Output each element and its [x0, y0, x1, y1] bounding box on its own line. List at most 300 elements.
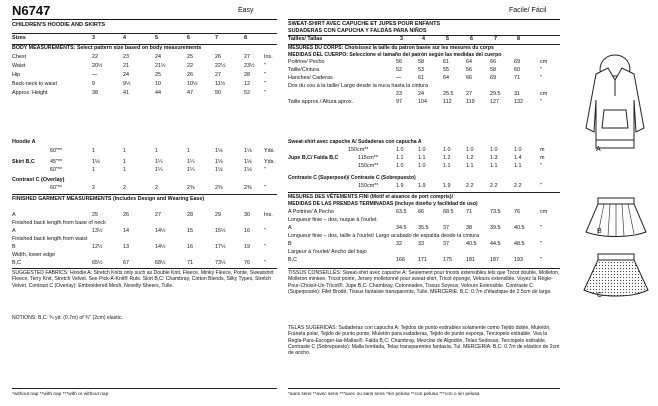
measurement-row: [288, 226, 560, 233]
row-label: 115cm**: [358, 155, 378, 161]
row-value: 64: [443, 75, 449, 81]
size-4: 4: [123, 35, 126, 41]
rule: [12, 388, 277, 389]
measurement-row: [12, 237, 284, 244]
row-label: 150cm**: [358, 183, 379, 189]
row-value: 132: [514, 99, 523, 105]
row-value: 1.0: [514, 147, 522, 153]
row-value: 1¼: [155, 159, 163, 165]
row-value: 34.5: [396, 225, 407, 231]
row-value: 187: [490, 257, 499, 263]
row-value: 1¼: [187, 167, 195, 173]
row-value: 2⅜: [244, 185, 252, 191]
row-value: 50: [215, 90, 221, 96]
row-value: 15: [187, 228, 193, 234]
row-value: 1⅛: [92, 159, 100, 165]
row-value: 2.2: [490, 183, 498, 189]
difficulty-level-fr-es: Facile/ Fácil: [509, 7, 547, 14]
measurement-row: [12, 73, 284, 80]
row-value: 24: [123, 72, 129, 78]
row-unit: ": [540, 257, 542, 263]
size-5: 5: [446, 36, 449, 42]
title-fr: SWEAT-SHIRT AVEC CAPUCHE ET JUPES POUR ENFANTS: [288, 21, 441, 27]
size-4: 4: [422, 36, 425, 42]
row-value: 2: [123, 185, 126, 191]
row-label: Taille approx./ Altura aprox.: [288, 99, 354, 105]
measurement-row: [12, 168, 284, 175]
row-value: 119: [466, 99, 475, 105]
size-3: 3: [400, 36, 403, 42]
row-value: 21: [123, 63, 129, 69]
row-value: 76: [514, 209, 520, 215]
row-value: 76: [244, 260, 250, 266]
row-value: 1.1: [418, 155, 426, 161]
skirt-c-drawing: [580, 252, 652, 302]
title-en: CHILDREN'S HOODIE AND SKIRTS: [12, 22, 106, 28]
row-value: 1⅛: [244, 148, 252, 154]
header-rule-right: [288, 19, 560, 20]
view-label-b: B: [597, 228, 602, 235]
row-value: 1.1: [396, 155, 404, 161]
row-value: 1.0: [396, 163, 404, 169]
row-unit: Ins.: [264, 212, 273, 218]
row-label: 150cm**: [358, 163, 379, 169]
row-unit: ": [264, 185, 266, 191]
row-value: 175: [443, 257, 452, 263]
row-value: 171: [418, 257, 427, 263]
row-value: 1.1: [514, 163, 522, 169]
row-unit: ": [264, 260, 266, 266]
row-label: A: [12, 228, 16, 234]
row-unit: ": [264, 244, 266, 250]
row-value: 10: [155, 81, 161, 87]
row-value: 68.5: [443, 209, 454, 215]
row-label: A: [12, 212, 16, 218]
row-value: 14½: [155, 228, 166, 234]
row-value: 25: [187, 54, 193, 60]
row-label: A: [288, 225, 292, 231]
row-value: 1.0: [396, 147, 404, 153]
row-value: 127: [490, 99, 499, 105]
row-value: —: [92, 72, 98, 78]
row-value: 1.0: [443, 147, 451, 153]
row-value: 1.0: [418, 147, 426, 153]
row-unit: cm: [540, 209, 548, 215]
row-unit: m: [540, 147, 545, 153]
finished-heading-es: MEDIDAS DE LAS PRENDAS TERMINADAS (Incluye diseño y facilidad de uso): [288, 201, 478, 207]
row-value: 1.2: [466, 155, 474, 161]
size-8: 8: [517, 36, 520, 42]
row-value: 1.1: [443, 163, 451, 169]
row-value: 33: [418, 241, 424, 247]
row-unit: ": [540, 241, 542, 247]
measurement-row: [12, 261, 284, 268]
row-value: 58: [418, 59, 424, 65]
row-value: 23: [396, 91, 402, 97]
row-value: 1⅛: [244, 159, 252, 165]
row-label: Back-neck to waist: [12, 81, 57, 87]
skirt-b-drawing: [580, 196, 652, 242]
row-value: 1: [123, 159, 126, 165]
row-value: 31: [514, 91, 520, 97]
row-value: 38: [92, 90, 98, 96]
measurement-row: [12, 229, 284, 236]
measurement-row: [12, 221, 284, 228]
measurement-row: [12, 253, 284, 260]
row-value: 21½: [155, 63, 166, 69]
row-unit: ": [264, 90, 266, 96]
row-value: 1¼: [187, 159, 195, 165]
row-value: 1.0: [418, 163, 426, 169]
measurement-row: [288, 250, 560, 257]
suggested-fabrics-es: TELAS SUGERIDAS: Sudaderas con capucha A: Tejidos de punto estirables solamente como Tejido doble, Muletón, Franela polar, Tejido de punto ponte, Muletón para sudaderas, Tejido de punto esponja, Terciopelo estirable. Vea la Regla-Para-Escoger-las-Mallas®. Falda B,C: Chambray, Mezclas de Algodón, Telas Sedosas, Terciopelo estirable. Contraste C (Sobrepuesto): Malla bordada, Telas transparentes fantasía, Tul. MERCERIA: B,C: 0.7m de elástico de 2cm de ancho.: [288, 325, 560, 357]
row-value: 28: [187, 212, 193, 218]
row-unit: ": [264, 63, 266, 69]
notions-left: NOTIONS: B,C: ¾ yd. (0.7m) of ¾" (2cm) elastic.: [12, 315, 123, 321]
row-label: Finished back length from waist: [12, 236, 88, 242]
row-value: 22½: [215, 63, 226, 69]
row-value: 1.0: [466, 147, 474, 153]
row-value: 2.2: [514, 183, 522, 189]
finished-heading-left: FINISHED GARMENT MEASUREMENTS (Includes Design and Wearing Ease): [12, 196, 205, 202]
row-value: 19: [244, 244, 250, 250]
measurement-row: [12, 64, 284, 71]
row-value: 26: [123, 212, 129, 218]
row-value: 68½: [155, 260, 166, 266]
size-6: 6: [187, 35, 190, 41]
row-value: 69: [490, 75, 496, 81]
row-unit: Ins.: [264, 54, 273, 60]
row-value: 61: [418, 75, 424, 81]
row-value: 55: [443, 67, 449, 73]
row-value: 66: [466, 75, 472, 81]
row-value: 2: [155, 185, 158, 191]
row-value: 1.9: [418, 183, 426, 189]
row-value: 15½: [215, 228, 226, 234]
measurement-row: [288, 164, 560, 171]
rule: [12, 268, 277, 269]
row-value: 28: [244, 72, 250, 78]
suggested-fabrics-left: SUGGESTED FABRICS: Hoodie A: Stretch Knits only such as Double Knit, Fleece, Minky Fleece, Ponte, Sweatshirt Fleece, Terry Knit, Stretch Velvet. See Pick-A-Knit® Rule. Skirt B,C: Chambray, Cotton Blends, Silky Types, Stretch Velvet. Contrast C (Overlay): Embroidered Mesh, Novelty Sheers, Tulle.: [12, 270, 274, 289]
row-value: 2: [92, 185, 95, 191]
pattern-number: N6747: [12, 3, 51, 18]
row-value: 12½: [92, 244, 103, 250]
row-unit: ": [540, 75, 542, 81]
row-value: 9: [92, 81, 95, 87]
row-label: Waist: [12, 63, 26, 69]
row-value: 166: [396, 257, 405, 263]
row-label: B: [12, 244, 16, 250]
row-value: 1: [187, 148, 190, 154]
row-label: Approx. Height: [12, 90, 48, 96]
row-value: 1: [123, 167, 126, 173]
row-label: 150cm**: [348, 147, 369, 153]
view-label-c: C: [597, 292, 603, 299]
skirt-label-right: Jupe B,C/ Falda B,C: [288, 155, 339, 161]
row-value: 1⅛: [215, 167, 223, 173]
row-value: 1.3: [490, 155, 498, 161]
row-unit: ": [540, 99, 542, 105]
row-value: 14½: [155, 244, 166, 250]
row-value: 63.5: [396, 209, 407, 215]
row-value: 12: [244, 81, 250, 87]
row-value: 22: [187, 63, 193, 69]
row-unit: Yds.: [264, 159, 275, 165]
row-value: 1⅛: [244, 167, 252, 173]
row-label: Poitrine/ Pecho: [288, 59, 325, 65]
row-value: 66: [490, 59, 496, 65]
row-label: Hanches/ Caderas: [288, 75, 333, 81]
row-value: 71: [514, 75, 520, 81]
row-value: 52: [396, 67, 402, 73]
difficulty-level: Easy: [238, 7, 254, 14]
rule: [288, 268, 560, 269]
row-value: 26: [215, 54, 221, 60]
row-label: 60"**: [50, 185, 63, 191]
row-label: Longueur finie – dos, taille à l'ourlet/ Largo acabado de espalda desde la cintura: [288, 233, 480, 239]
row-value: 1: [92, 148, 95, 154]
measurement-row: [12, 160, 284, 167]
row-value: 1.0: [490, 147, 498, 153]
measurement-row: [288, 234, 560, 241]
measurement-row: [12, 55, 284, 62]
row-label: A Poitrine/ A Pecho: [288, 209, 334, 215]
row-value: 32: [396, 241, 402, 247]
row-label: 45"**: [50, 159, 63, 165]
row-label: Finished back length from base of neck: [12, 220, 106, 226]
row-value: —: [396, 75, 402, 81]
row-value: 60: [514, 67, 520, 73]
size-5: 5: [155, 35, 158, 41]
hoodie-a-drawing: [578, 40, 652, 158]
hoodie-label-right: Sweat-shirt avec capuche A/ Sudaderas con capucha A: [288, 139, 422, 145]
row-value: 29: [215, 212, 221, 218]
row-value: 10½: [187, 81, 198, 87]
sizes-label-fr-es: Tailles/ Tallas: [288, 36, 323, 42]
row-value: 44.5: [490, 241, 501, 247]
row-value: 14: [123, 228, 129, 234]
row-label: Largeur à l'ourlet/ Ancho del bajo: [288, 249, 367, 255]
row-value: 73.5: [490, 209, 501, 215]
row-value: 30: [244, 212, 250, 218]
row-value: 61: [443, 59, 449, 65]
size-6: 6: [470, 36, 473, 42]
row-unit: ": [540, 183, 542, 189]
row-label: B,C: [288, 257, 297, 263]
measurement-row: [12, 82, 284, 89]
row-value: 35.5: [418, 225, 429, 231]
measurement-row: [12, 91, 284, 98]
row-unit: ": [540, 225, 542, 231]
row-value: 39.5: [490, 225, 501, 231]
footnote-left: *without nap **with nap ***with or without nap: [12, 392, 109, 397]
row-unit: ": [264, 81, 266, 87]
row-label: 60"**: [50, 148, 63, 154]
row-value: 27: [466, 91, 472, 97]
suggested-fabrics-fr: TISSUS CONSEILLÉS: Sweat-shirt avec capuche A: Seulement pour tricots extensibles tels que Tricot double, Molleton, Molleton minkee, Tricot ponte, Jersey molletonné pour sweat-shirt, Tricot éponge, Velours extensible. Voyez la Règle-Pour-Choisir-Un-Tricot®. Jupe B,C: Chambray, Cotonnades, Tissus Soyeux, Velours Extensible. Contraste C (Superposée): Filet Brodé, Tissus fantaisie transparents, Tulle. MERCERIE: B,C: 0.7m d'élastique de 2.5cm de large.: [288, 270, 560, 295]
row-label: 60"**: [50, 167, 63, 173]
row-value: 26: [187, 72, 193, 78]
row-value: 97: [396, 99, 402, 105]
row-value: 181: [466, 257, 475, 263]
measurement-row: [288, 156, 560, 163]
row-value: 40.5: [466, 241, 477, 247]
row-value: 37: [443, 225, 449, 231]
measurement-row: [288, 92, 560, 99]
row-value: 2⅜: [187, 185, 195, 191]
rule: [288, 192, 560, 193]
row-unit: ": [540, 67, 542, 73]
rule: [288, 388, 560, 389]
row-unit: Yds.: [264, 148, 275, 154]
measurement-row: [288, 100, 560, 107]
measurement-row: [12, 213, 284, 220]
row-unit: cm: [540, 59, 548, 65]
measurement-row: [288, 210, 560, 217]
row-label: Taille/Cintura: [288, 67, 320, 73]
row-value: 47: [187, 90, 193, 96]
row-label: B,C: [12, 260, 21, 266]
row-value: 1.9: [396, 183, 404, 189]
row-unit: ": [264, 72, 266, 78]
row-value: 1.9: [443, 183, 451, 189]
row-value: 17½: [215, 244, 226, 250]
row-value: 27: [155, 212, 161, 218]
row-value: 66: [418, 209, 424, 215]
sizes-label: Sizes: [12, 35, 26, 41]
row-label: Width, lower edge: [12, 252, 56, 258]
hoodie-label-left: Hoodie A: [12, 139, 36, 145]
row-value: 2⅜: [215, 185, 223, 191]
rule: [12, 33, 277, 34]
row-label: Chest: [12, 54, 27, 60]
row-value: 1.4: [514, 155, 522, 161]
row-unit: ": [264, 167, 266, 173]
row-value: 53: [418, 67, 424, 73]
body-heading-es: MEDIDAS DEL CUERPO: Seleccione el tamaño del patrón según las medidas del cuerpo: [288, 52, 502, 58]
contrast-label-right: Contraste C (Superposé)/ Contraste C (Sobrepuesto): [288, 175, 416, 181]
skirt-label-left: Skirt B,C: [12, 159, 35, 165]
measurement-row: [288, 258, 560, 265]
measurement-row: [288, 148, 560, 155]
row-value: 193: [514, 257, 523, 263]
row-value: 1: [92, 167, 95, 173]
row-value: 25.5: [443, 91, 454, 97]
measurement-row: [288, 242, 560, 249]
row-value: 24: [418, 91, 424, 97]
row-value: 58: [490, 67, 496, 73]
row-value: 1.2: [443, 155, 451, 161]
size-7: 7: [494, 36, 497, 42]
row-value: 1⅛: [215, 159, 223, 165]
body-heading-left: BODY MEASUREMENTS: Select pattern size based on body measurements: [12, 45, 202, 51]
row-unit: ": [264, 228, 266, 234]
row-value: 69: [514, 59, 520, 65]
row-value: 112: [443, 99, 452, 105]
row-value: 24: [155, 54, 161, 60]
row-value: 73½: [215, 260, 226, 266]
size-8: 8: [244, 35, 247, 41]
size-3: 3: [92, 35, 95, 41]
measurement-row: [12, 186, 284, 193]
row-value: 9½: [123, 81, 131, 87]
row-label: Hip: [12, 72, 21, 78]
row-value: 56: [396, 59, 402, 65]
measurement-row: [288, 60, 560, 67]
row-unit: m: [540, 155, 545, 161]
row-value: 40.5: [514, 225, 525, 231]
finished-heading-fr: MESURES DES VÊTEMENTS FINI (Motif et aisance de port compris)/: [288, 194, 454, 200]
header-rule-left: [12, 19, 277, 20]
row-value: 25: [155, 72, 161, 78]
row-value: 1.1: [466, 163, 474, 169]
row-value: 1: [155, 148, 158, 154]
measurement-row: [288, 68, 560, 75]
rule: [12, 194, 277, 195]
row-value: 1¼: [155, 167, 163, 173]
view-label-a: A: [596, 146, 601, 153]
row-label: Dos du cou à la taille/ Largo desde la nuca hasta la cintura: [288, 83, 428, 89]
row-value: 22: [92, 54, 98, 60]
footnote-right: *sans sens **avec sens ***avec ou sans sens *sin pelusa **con pelusa ***con o sin pelusa: [288, 392, 480, 397]
row-value: 71: [187, 260, 193, 266]
row-value: 48.5: [514, 241, 525, 247]
row-value: 13½: [92, 228, 103, 234]
row-value: 16: [187, 244, 193, 250]
row-value: 37: [443, 241, 449, 247]
row-value: 27: [244, 54, 250, 60]
size-7: 7: [215, 35, 218, 41]
row-value: 64: [466, 59, 472, 65]
row-value: 56: [466, 67, 472, 73]
measurement-row: [288, 76, 560, 83]
row-value: 65½: [92, 260, 103, 266]
row-value: 67: [123, 260, 129, 266]
title-es: SUDADERAS CON CAPUCHA Y FALDAS PARA NIÑOS: [288, 28, 427, 34]
row-unit: cm: [540, 91, 548, 97]
row-value: 20½: [92, 63, 103, 69]
measurement-row: [12, 149, 284, 156]
row-value: 52: [244, 90, 250, 96]
row-label: Longueur finie – dos, nuque à l'ourlet: [288, 217, 377, 223]
row-value: 23½: [244, 63, 255, 69]
row-label: B: [288, 241, 292, 247]
row-value: 16: [244, 228, 250, 234]
row-value: 1.1: [490, 163, 498, 169]
measurement-row: [288, 184, 560, 191]
row-value: 38: [466, 225, 472, 231]
measurement-row: [288, 84, 560, 91]
row-value: 71: [466, 209, 472, 215]
row-value: 23: [123, 54, 129, 60]
measurement-row: [12, 245, 284, 252]
row-value: 41: [123, 90, 129, 96]
row-value: 27: [215, 72, 221, 78]
contrast-label-left: Contrast C (Overlay): [12, 177, 65, 183]
row-value: 11½: [215, 81, 226, 87]
measurement-row: [288, 218, 560, 225]
row-value: 13: [123, 244, 129, 250]
row-value: 29.5: [490, 91, 501, 97]
row-unit: ": [540, 163, 542, 169]
row-value: 1⅛: [215, 148, 223, 154]
row-value: 2.2: [466, 183, 474, 189]
row-value: 104: [418, 99, 427, 105]
row-value: 44: [155, 90, 161, 96]
row-value: 25: [92, 212, 98, 218]
body-heading-fr: MESURES DU CORPS: Choisissez la taille du patron basée sur les mesures du corps: [288, 45, 494, 51]
row-value: 1: [123, 148, 126, 154]
